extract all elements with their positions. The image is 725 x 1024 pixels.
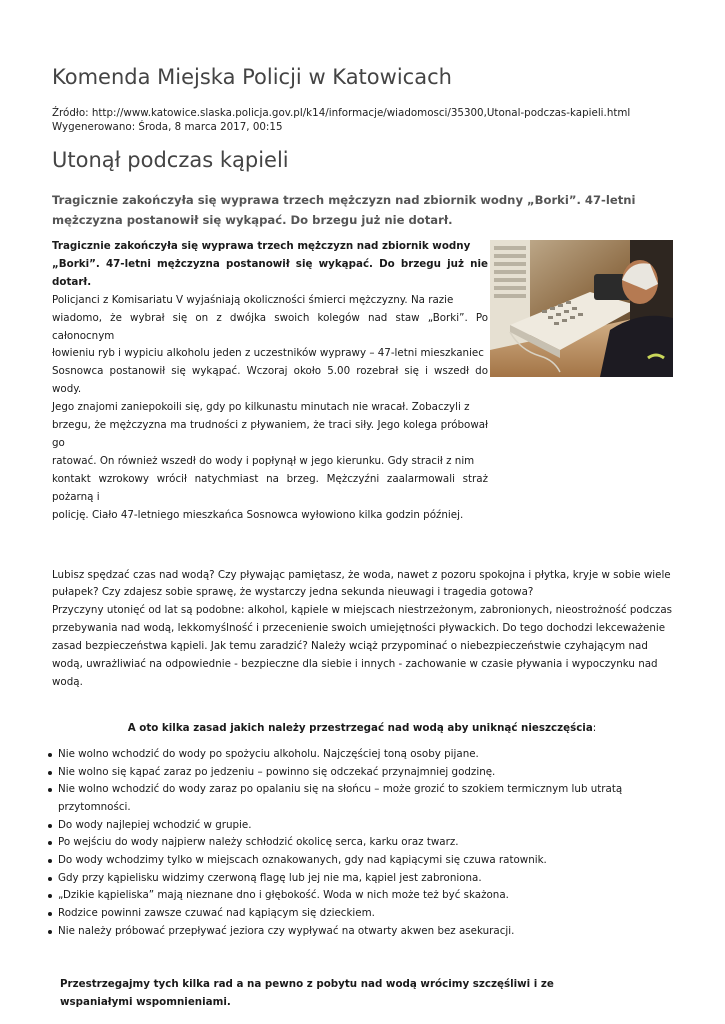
list-item [48, 834, 672, 852]
list-item [48, 887, 672, 905]
list-item [48, 905, 672, 923]
list-item [48, 746, 672, 764]
list-item-text: Nie należy próbować przepływać jeziora czy wypływać na otwarty akwen bez asekuracji. [58, 924, 515, 937]
bullet-icon [48, 859, 52, 863]
bullet-icon [48, 771, 52, 775]
article-lead: Tragicznie zakończyła się wyprawa trzech mężczyzn nad zbiornik wodny „Borki”. 47-letni mężczyzna postanowił się wykąpać. Do brzegu już nie dotarł. [52, 193, 636, 227]
list-item-text: Gdy przy kąpielisku widzimy czerwoną flagę lub jej nie ma, kąpiel jest zabroniona. [58, 871, 482, 884]
list-item-text: Po wejściu do wody najpierw należy schłodzić okolicę serca, karku oraz twarz. [58, 836, 459, 849]
list-item-text: „Dzikie kąpieliska” mają nieznane dno i głębokość. Woda w nich może też być skażona. [58, 889, 509, 902]
source-url: Źródło: http://www.katowice.slaska.policja.gov.pl/k14/informacje/wiadomosci/35300,Utonal-podczas-kapieli.html [52, 107, 631, 119]
generated-date: Wygenerowano: Środa, 8 marca 2017, 00:15 [52, 121, 283, 133]
bullet-icon [48, 841, 52, 845]
body-line: brzegu, że mężczyzna ma trudności z pływaniem, że traci siły. Jego kolega próbował go [52, 419, 488, 449]
body-bold-intro [52, 238, 488, 292]
causes-paragraph: Przyczyny utonięć od lat są podobne: alkohol, kąpiele w miejscach niestrzeżonym, zabronionych, nieostrożność podczas przebywania nad wodą, lekkomyślność i przecenienie swoich umiejętności pływackich. Do tego dochodzi lekceważenie zasad bezpieczeństwa kąpieli. Jak temu zaradzić? Należy wciąż przypominać o niebezpieczeństwie czyhającym nad wodą, uwrażliwiać na odpowiednie - bezpieczne dla siebie i innych - zachowanie w czasie pływania i wypoczynku nad wodą. [52, 604, 672, 688]
body-line: Sosnowca postanowił się wykąpać. Wczoraj około 5.00 rozebrał się i wszedł do wody. [52, 365, 488, 396]
list-item [48, 870, 672, 888]
question-paragraph: Lubisz spędzać czas nad wodą? Czy pływając pamiętasz, że woda, nawet z pozoru spokojna i płytka, kryje w sobie wiele pułapek? Czy zdajesz sobie sprawę, że wystarczy jedna sekunda nieuwagi i tragedia gotowa? [52, 568, 671, 599]
list-item-text: Do wody wchodzimy tylko w miejscach oznakowanych, gdy nad kąpiącymi się czuwa ratownik. [58, 854, 547, 867]
list-item-text: Nie wolno się kąpać zaraz po jedzeniu – powinno się odczekać przynajmniej godzinę. [58, 765, 496, 778]
body-bold-line: Tragicznie zakończyła się wyprawa trzech mężczyzn nad zbiornik wodny [52, 240, 471, 252]
body-line: policję. Ciało 47-letniego mieszkańca Sosnowca wyłowiono kilka godzin później. [52, 508, 464, 521]
list-item-text: Rodzice powinni zawsze czuwać nad kąpiącym się dzieckiem. [58, 907, 375, 920]
list-item-text: Nie wolno wchodzić do wody zaraz po opalaniu się na słońcu – może grozić to szokiem termicznym lub utratą przytomności. [58, 783, 623, 813]
list-item [48, 817, 672, 835]
bullet-icon [48, 753, 52, 757]
body-line: wiadomo, że wybrał się on z dwójka swoich kolegów nad staw „Borki”. Po całonocnym [52, 311, 488, 342]
body-line: łowieniu ryb i wypiciu alkoholu jeden z uczestników wyprawy – 47-letni mieszkaniec [52, 347, 484, 360]
list-item [48, 852, 672, 870]
closing-paragraph: Przestrzegajmy tych kilka rad a na pewno z pobytu nad wodą wrócimy szczęśliwi i ze wspaniałymi wspomnieniami. [60, 977, 554, 1008]
article-photo [490, 240, 673, 377]
bullet-icon [48, 894, 52, 898]
rules-heading-colon: : [592, 721, 597, 734]
body-bold-line: „Borki”. 47-letni mężczyzna postanowił się wykąpać. Do brzegu już nie dotarł. [52, 257, 488, 288]
list-item [48, 764, 672, 782]
body-line: kontakt wzrokowy wrócił natychmiast na brzeg. Mężczyźni zaalarmowali straż pożarną i [52, 472, 488, 503]
body-narrow-text [52, 292, 488, 525]
list-item [48, 923, 672, 941]
bullet-icon [48, 824, 52, 828]
bullet-icon [48, 912, 52, 916]
body-line: Jego znajomi zaniepokoili się, gdy po kilkunastu minutach nie wracał. Zobaczyli z [52, 401, 470, 414]
bullet-icon [48, 877, 52, 881]
document-page [52, 62, 672, 1011]
document-meta [52, 106, 672, 134]
rules-heading-text: A oto kilka zasad jakich należy przestrzegać nad wodą aby uniknąć nieszczęścia [127, 721, 593, 734]
list-item-text: Do wody najlepiej wchodzić w grupie. [58, 818, 252, 831]
bullet-icon [48, 788, 52, 792]
body-line: ratować. On również wszedł do wody i popłynął w jego kierunku. Gdy stracił z nim [52, 454, 475, 467]
site-title: Komenda Miejska Policji w Katowicach [52, 65, 452, 89]
body-line: Policjanci z Komisariatu V wyjaśniają okoliczności śmierci mężczyzny. Na razie [52, 293, 454, 306]
article-title: Utonął podczas kąpieli [52, 148, 289, 172]
list-item-text: Nie wolno wchodzić do wody po spożyciu alkoholu. Najczęściej toną osoby pijane. [58, 747, 479, 760]
rules-list [48, 746, 672, 941]
list-item [48, 781, 672, 816]
rules-heading [52, 720, 672, 736]
article-body [52, 238, 672, 525]
bullet-icon [48, 930, 52, 934]
